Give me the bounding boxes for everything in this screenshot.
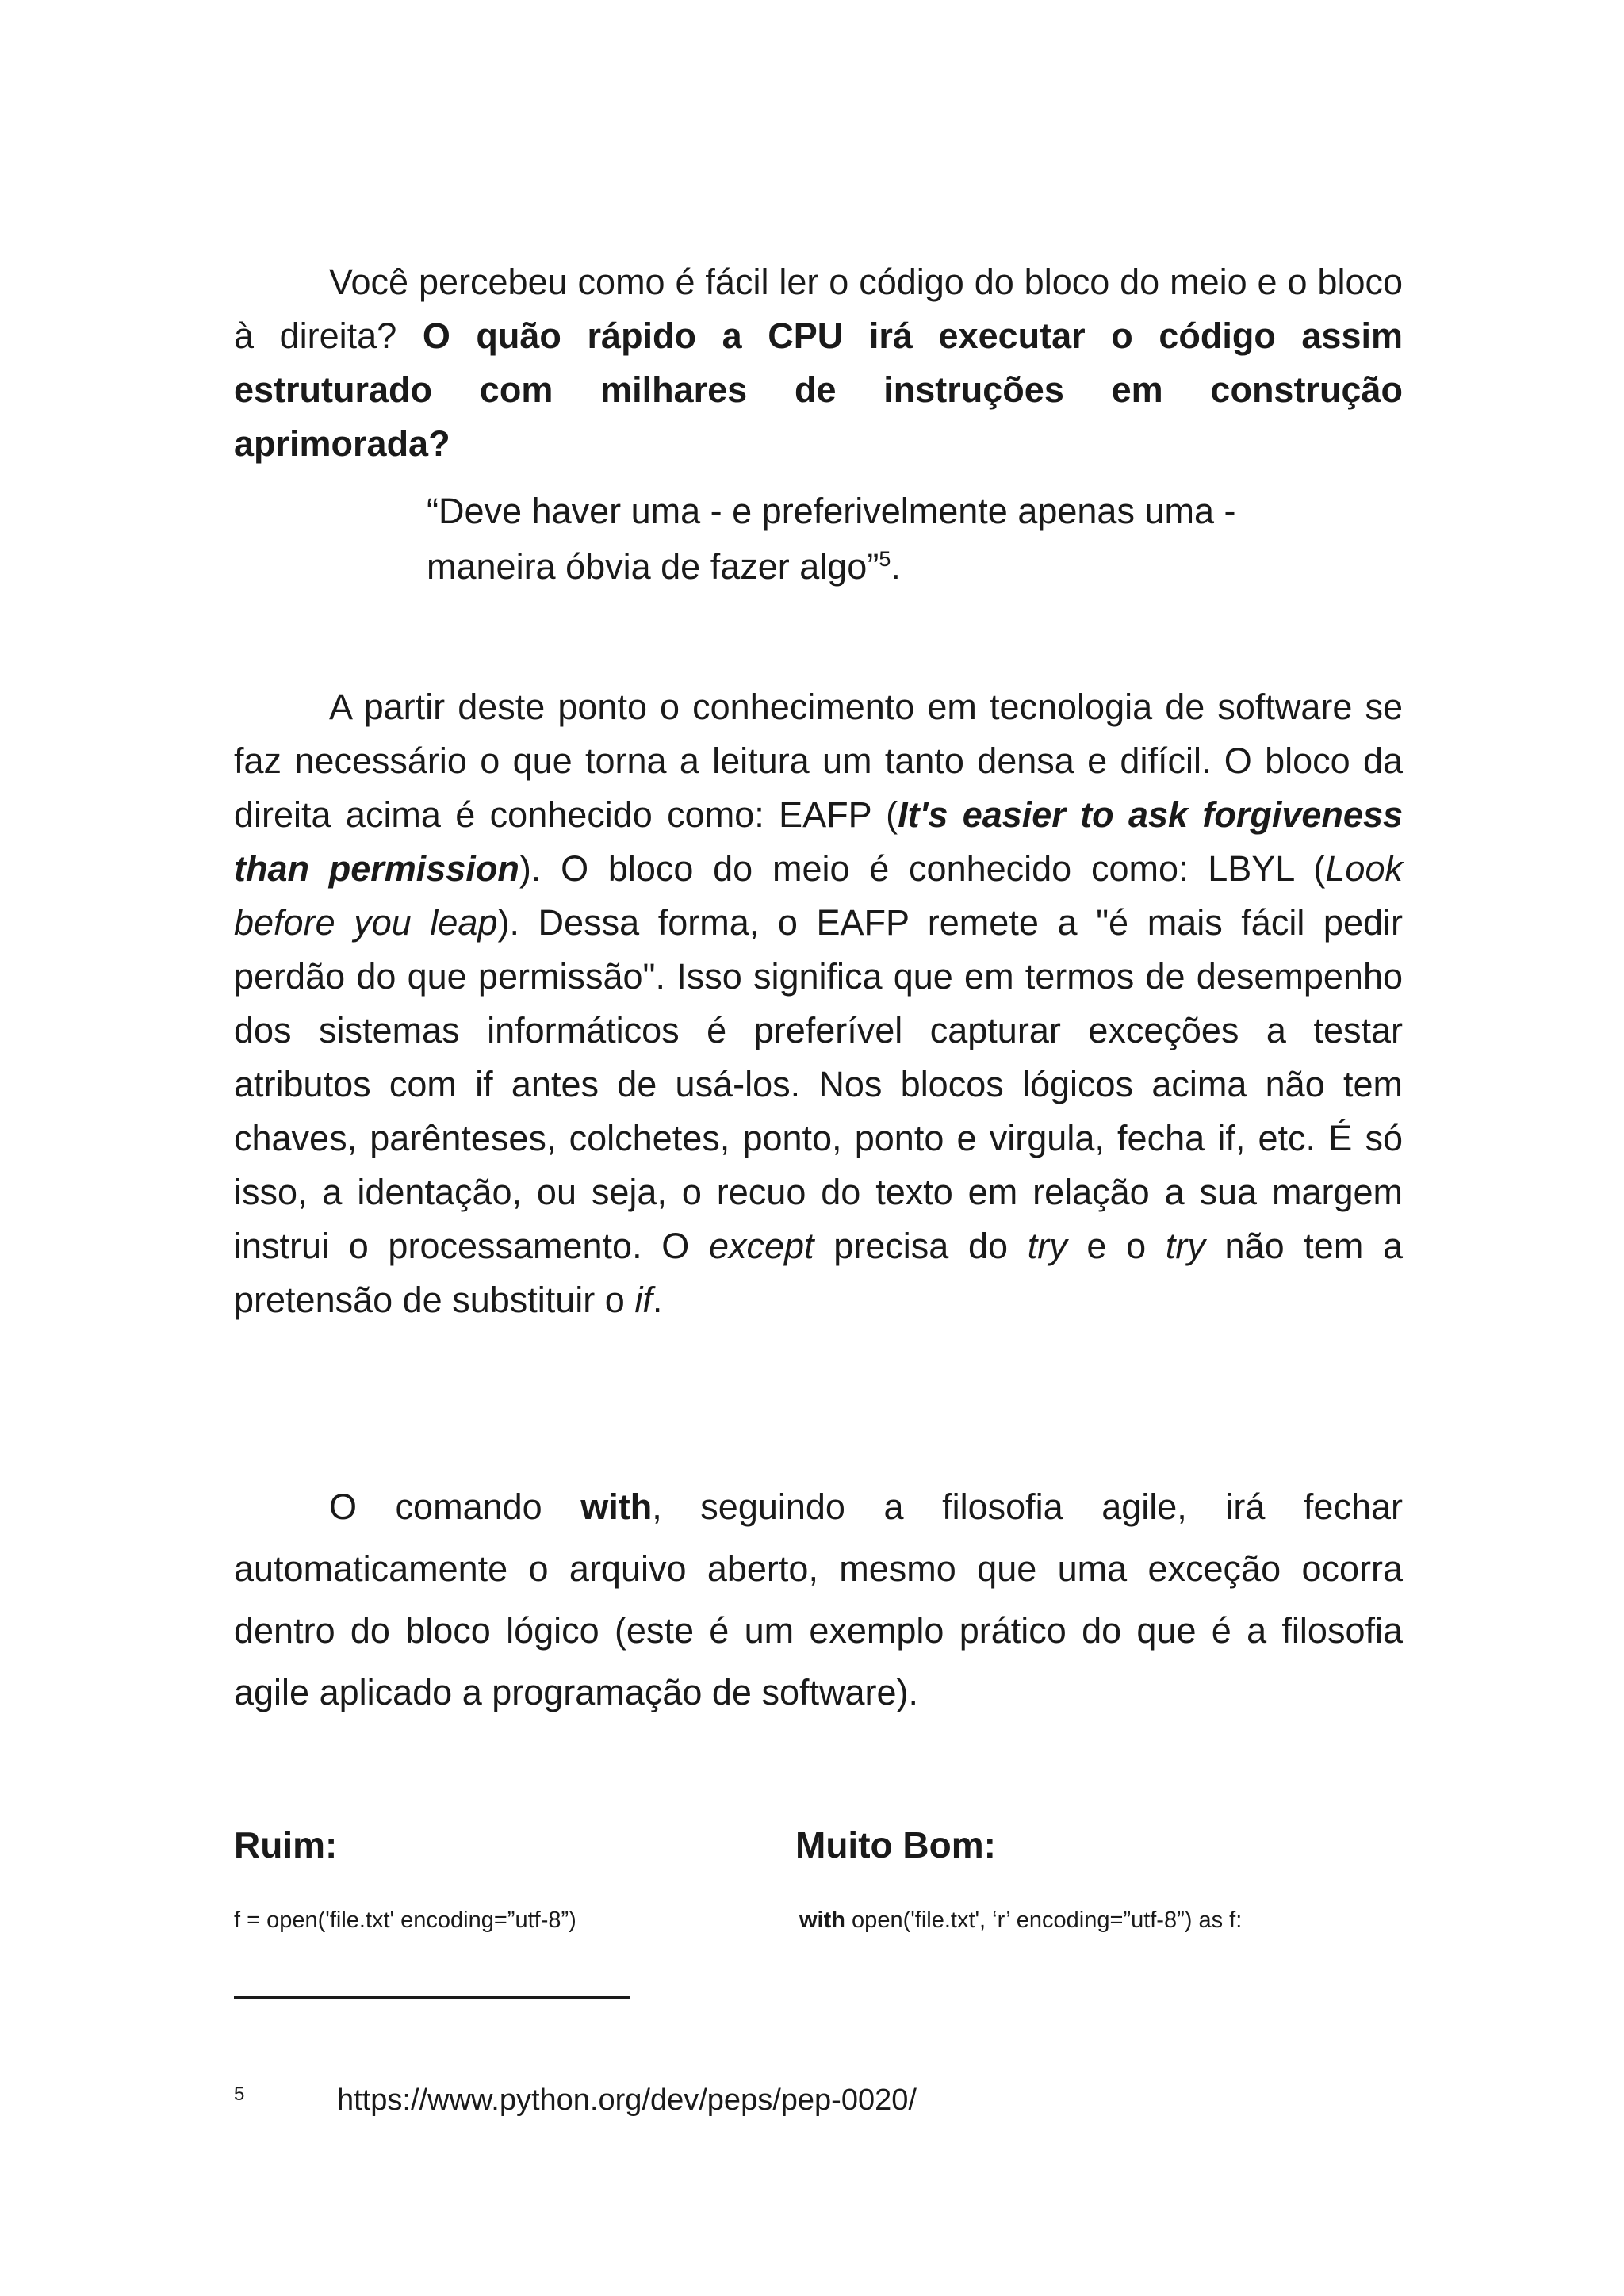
quote-text: “Deve haver uma - e preferivelmente apenas uma - maneira óbvia de fazer algo” [427,491,1236,587]
paragraph-2-text-4: precisa do [814,1226,1028,1266]
paragraph-2-text-7: . [652,1280,663,1320]
lbyl-expansion: Look before you leap [234,848,1403,943]
quote-end: . [891,546,901,587]
footnote-reference[interactable]: 5 [879,547,891,571]
block-quote [427,484,1362,595]
keyword-if: if [634,1280,653,1320]
good-example-keyword: with [799,1908,845,1933]
keyword-with: with [580,1487,653,1527]
paragraph-2-text-6: não tem a pretensão de substituir o [234,1226,1404,1320]
paragraph-2-text-5: e o [1067,1226,1166,1266]
footnote-separator [234,1996,630,1999]
paragraph-2 [234,680,1403,1327]
eafp-expansion: It's easier to ask forgiveness than permission [234,794,1404,889]
bad-example-code: f = open('file.txt' encoding=”utf-8”) [234,1908,576,1933]
good-example-code-text: open('file.txt', ‘r’ encoding=”utf-8”) as f: [845,1908,1243,1933]
paragraph-1-text: Você percebeu como é fácil ler o código do bloco do meio e o bloco à direita? [234,262,1403,356]
paragraph-2-text-2: ). O bloco do meio é conhecido como: LBYL ( [519,848,1326,889]
footnote-url-link[interactable]: https://www.python.org/dev/peps/pep-0020/ [337,2084,917,2117]
keyword-try: try [1027,1226,1067,1266]
paragraph-3 [234,1476,1403,1724]
good-example-label: Muito Bom: [795,1824,996,1866]
bad-example-label: Ruim: [234,1824,338,1866]
good-example-code [799,1904,1242,1936]
keyword-try: try [1165,1226,1205,1266]
paragraph-1 [234,255,1403,471]
footnote-number: 5 [234,2084,245,2105]
paragraph-1-bold-question: O quão rápido a CPU irá executar o código assim estruturado com milhares de instruções em construção aprimorada? [234,316,1404,464]
paragraph-2-text-1: A partir deste ponto o conhecimento em tecnologia de software se faz necessário o que torna a leitura um tanto densa e difícil. O bloco da direita acima é conhecido como: EAFP ( [234,687,1403,835]
paragraph-2-text-3: ). Dessa forma, o EAFP remete a "é mais fácil pedir perdão do que permissão". Isso significa que em termos de desempenho dos sistemas informáticos é preferível capturar exceções a testar atributos com if antes de usá-los. Nos blocos lógicos acima não tem chaves, parênteses, colchetes, ponto, ponto e virgula, fecha if, etc. É só isso, a identação, ou seja, o recuo do texto em relação a sua margem instrui o processamento. O [234,902,1403,1266]
paragraph-3-text-1: O comando [329,1487,581,1527]
paragraph-3-text-2: , seguindo a filosofia agile, irá fechar automaticamente o arquivo aberto, mesmo que uma exceção ocorra dentro do bloco lógico (este é um exemplo prático do que é a filosofia agile aplicado a programação de software). [234,1487,1403,1712]
keyword-except: except [708,1226,814,1266]
